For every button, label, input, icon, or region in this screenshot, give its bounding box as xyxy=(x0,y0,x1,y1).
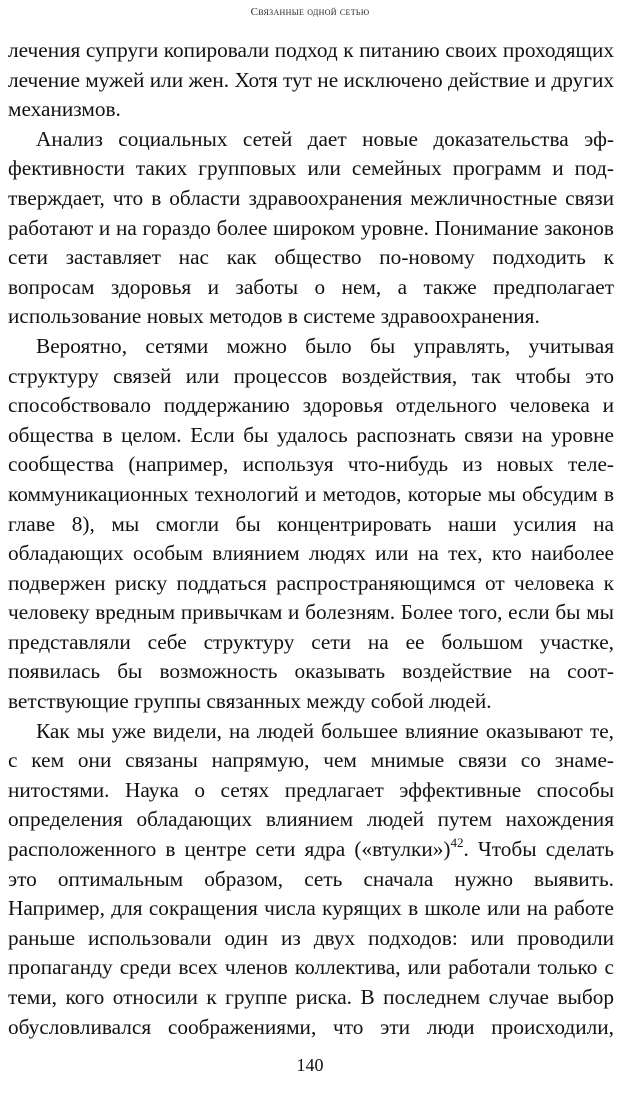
text-line: общества в целом. Если бы удалось распознать связи на уровне xyxy=(8,422,614,447)
text-line: нитостями. Наука о сетях предлагает эффективные способы xyxy=(8,777,614,802)
paragraph-2 xyxy=(8,125,614,332)
text-line: подвержен риску поддаться распространяющимся от человека к xyxy=(8,570,614,595)
text-line: лечения супруги копировали подход к питанию своих проходящих xyxy=(8,38,614,62)
text-line: лечение мужей или жен. Хотя тут не исключено действие и других xyxy=(8,67,614,92)
text-line: тверждает, что в области здравоохранения межличностные связи xyxy=(8,185,614,210)
text-line: структуру связей или процессов воздействия, так чтобы это xyxy=(8,363,614,388)
text-line: фективности таких групповых или семейных программ и под- xyxy=(8,156,614,181)
text-line: ветствующие группы связанных между собой людей. xyxy=(8,689,492,714)
text-line: обусловливался соображениями, что эти люди происходили, xyxy=(8,1014,614,1039)
text-line: определения обладающих влиянием людей путем нахождения xyxy=(8,807,614,832)
text-line: Анализ социальных сетей дает новые доказательства эф- xyxy=(36,126,614,151)
text-line: Как мы уже видели, на людей большее влияние оказывают те, xyxy=(36,718,614,743)
text-segment: . Чтобы сделать xyxy=(463,837,614,862)
text-line: способствовало поддержанию здоровья отдельного человека и xyxy=(8,393,614,418)
text-segment: расположенного в центре сети ядра («втулки») xyxy=(8,837,451,862)
text-line: обладающих особым влиянием людях или на тех, кто наиболее xyxy=(8,541,614,566)
text-line: механизмов. xyxy=(8,97,121,122)
text-line: Например, для сокращения числа курящих в школе или на работе xyxy=(8,896,614,921)
text-line: вопросам здоровья и заботы о нем, а также предполагает xyxy=(8,274,614,299)
paragraph-4 xyxy=(8,717,614,1043)
text-line: с кем они связаны напрямую, чем мнимые связи со знаме- xyxy=(8,748,614,773)
text-line: пропаганду среди всех членов коллектива, или работали только с xyxy=(8,955,614,980)
text-line: главе 8), мы смогли бы концентрировать наши усилия на xyxy=(8,511,614,536)
text-line: работают и на гораздо более широком уровне. Понимание законов xyxy=(8,215,614,240)
text-line: Вероятно, сетями можно было бы управлять, учитывая xyxy=(36,333,614,358)
text-line: теми, кого относили к группе риска. В последнем случае выбор xyxy=(8,985,614,1009)
paragraph-3 xyxy=(8,332,614,717)
text-line: коммуникационных технологий и методов, которые мы обсудим в xyxy=(8,481,614,506)
text-line: появилась бы возможность оказывать воздействие на соот- xyxy=(8,659,614,684)
text-line-with-footnote xyxy=(8,835,614,865)
text-line: использование новых методов в системе здравоохранения. xyxy=(8,304,540,329)
text-line: человеку вредным привычкам и болезням. Более того, если бы мы xyxy=(8,600,614,625)
paragraph-1 xyxy=(8,36,614,125)
text-line: это оптимальным образом, сеть сначала нужно выявить. xyxy=(8,866,614,891)
text-line: сети заставляет нас как общество по-новому подходить к xyxy=(8,245,614,270)
running-header: Связанные одной сетью xyxy=(250,6,370,18)
footnote-marker: 42 xyxy=(450,835,464,851)
page-number: 140 xyxy=(296,1055,324,1075)
text-line: сообщества (например, используя что-нибудь из новых теле- xyxy=(8,452,614,477)
text-line: представляли себе структуру сети на ее большом участке, xyxy=(8,629,614,654)
body-text xyxy=(8,36,614,1042)
text-line: раньше использовали один из двух подходов: или проводили xyxy=(8,925,614,950)
